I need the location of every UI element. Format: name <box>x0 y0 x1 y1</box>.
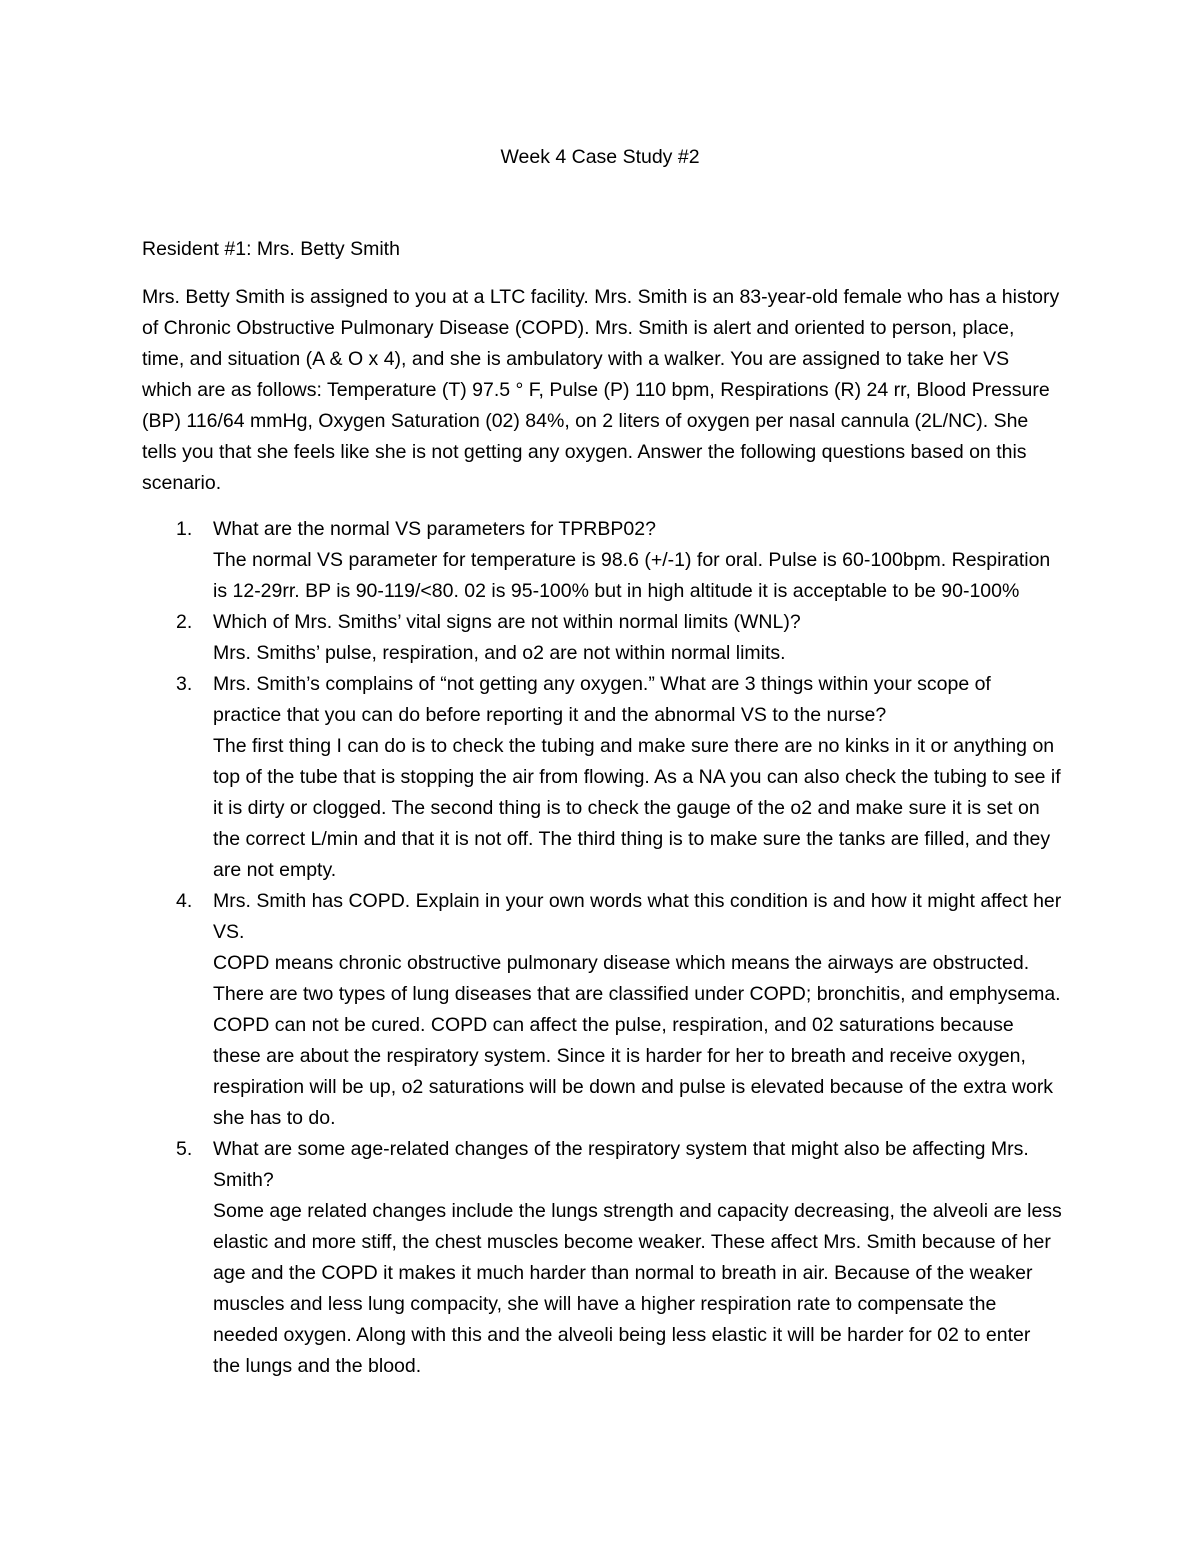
question-item-1 <box>142 514 1062 607</box>
answer-text: The normal VS parameter for temperature is 98.6 (+/-1) for oral. Pulse is 60-100bpm. Respiration is 12-29rr. BP is 90-119/<80. 02 is 95-100% but in high altitude it is acceptable to be 90-100% <box>213 549 1051 602</box>
question-item-4 <box>142 886 1062 1134</box>
resident-heading: Resident #1: Mrs. Betty Smith <box>142 238 400 260</box>
answer-text: Mrs. Smiths’ pulse, respiration, and o2 are not within normal limits. <box>213 642 786 664</box>
question-number: 1. <box>176 518 193 540</box>
question-list <box>142 514 1062 1382</box>
question-item-2 <box>142 607 1062 669</box>
question-text: What are some age-related changes of the respiratory system that might also be affecting Mrs. Smith? <box>213 1138 1029 1191</box>
question-text: Mrs. Smith has COPD. Explain in your own words what this condition is and how it might affect her VS. <box>213 890 1062 943</box>
question-text: Mrs. Smith’s complains of “not getting any oxygen.” What are 3 things within your scope of practice that you can do before reporting it and the abnormal VS to the nurse? <box>213 673 991 726</box>
question-number: 4. <box>176 890 193 912</box>
question-item-5 <box>142 1134 1062 1382</box>
question-number: 3. <box>176 673 193 695</box>
document-title: Week 4 Case Study #2 <box>500 146 700 168</box>
answer-text: The first thing I can do is to check the tubing and make sure there are no kinks in it or anything on top of the tube that is stopping the air from flowing. As a NA you can also check the tubing to see if it is dirty or clogged. The second thing is to check the gauge of the o2 and make sure it is set on the correct L/min and that it is not off. The third thing is to make sure the tanks are filled, and they are not empty. <box>213 735 1061 881</box>
answer-text: Some age related changes include the lungs strength and capacity decreasing, the alveoli are less elastic and more stiff, the chest muscles become weaker. These affect Mrs. Smith because of her age and the COPD it makes it much harder than normal to breath in air. Because of the weaker muscles and less lung compacity, she will have a higher respiration rate to compensate the needed oxygen. Along with this and the alveoli being less elastic it will be harder for 02 to enter the lungs and the blood. <box>213 1200 1062 1377</box>
question-number: 5. <box>176 1138 193 1160</box>
answer-text: COPD means chronic obstructive pulmonary disease which means the airways are obstructed. There are two types of lung diseases that are classified under COPD; bronchitis, and emphysema. COPD can not be cured. COPD can affect the pulse, respiration, and 02 saturations because these are about the respiratory system. Since it is harder for her to breath and receive oxygen, respiration will be up, o2 saturations will be down and pulse is elevated because of the extra work she has to do. <box>213 952 1061 1129</box>
scenario-paragraph: Mrs. Betty Smith is assigned to you at a LTC facility. Mrs. Smith is an 83-year-old female who has a history of Chronic Obstructive Pulmonary Disease (COPD). Mrs. Smith is alert and oriented to person, place, time, and situation (A & O x 4), and she is ambulatory with a walker. You are assigned to take her VS which are as follows: Temperature (T) 97.5 ° F, Pulse (P) 110 bpm, Respirations (R) 24 rr, Blood Pressure (BP) 116/64 mmHg, Oxygen Saturation (02) 84%, on 2 liters of oxygen per nasal cannula (2L/NC). She tells you that she feels like she is not getting any oxygen. Answer the following questions based on this scenario. <box>142 286 1060 494</box>
question-text: Which of Mrs. Smiths’ vital signs are not within normal limits (WNL)? <box>213 611 801 633</box>
question-number: 2. <box>176 611 193 633</box>
question-item-3 <box>142 669 1062 886</box>
question-text: What are the normal VS parameters for TPRBP02? <box>213 518 656 540</box>
